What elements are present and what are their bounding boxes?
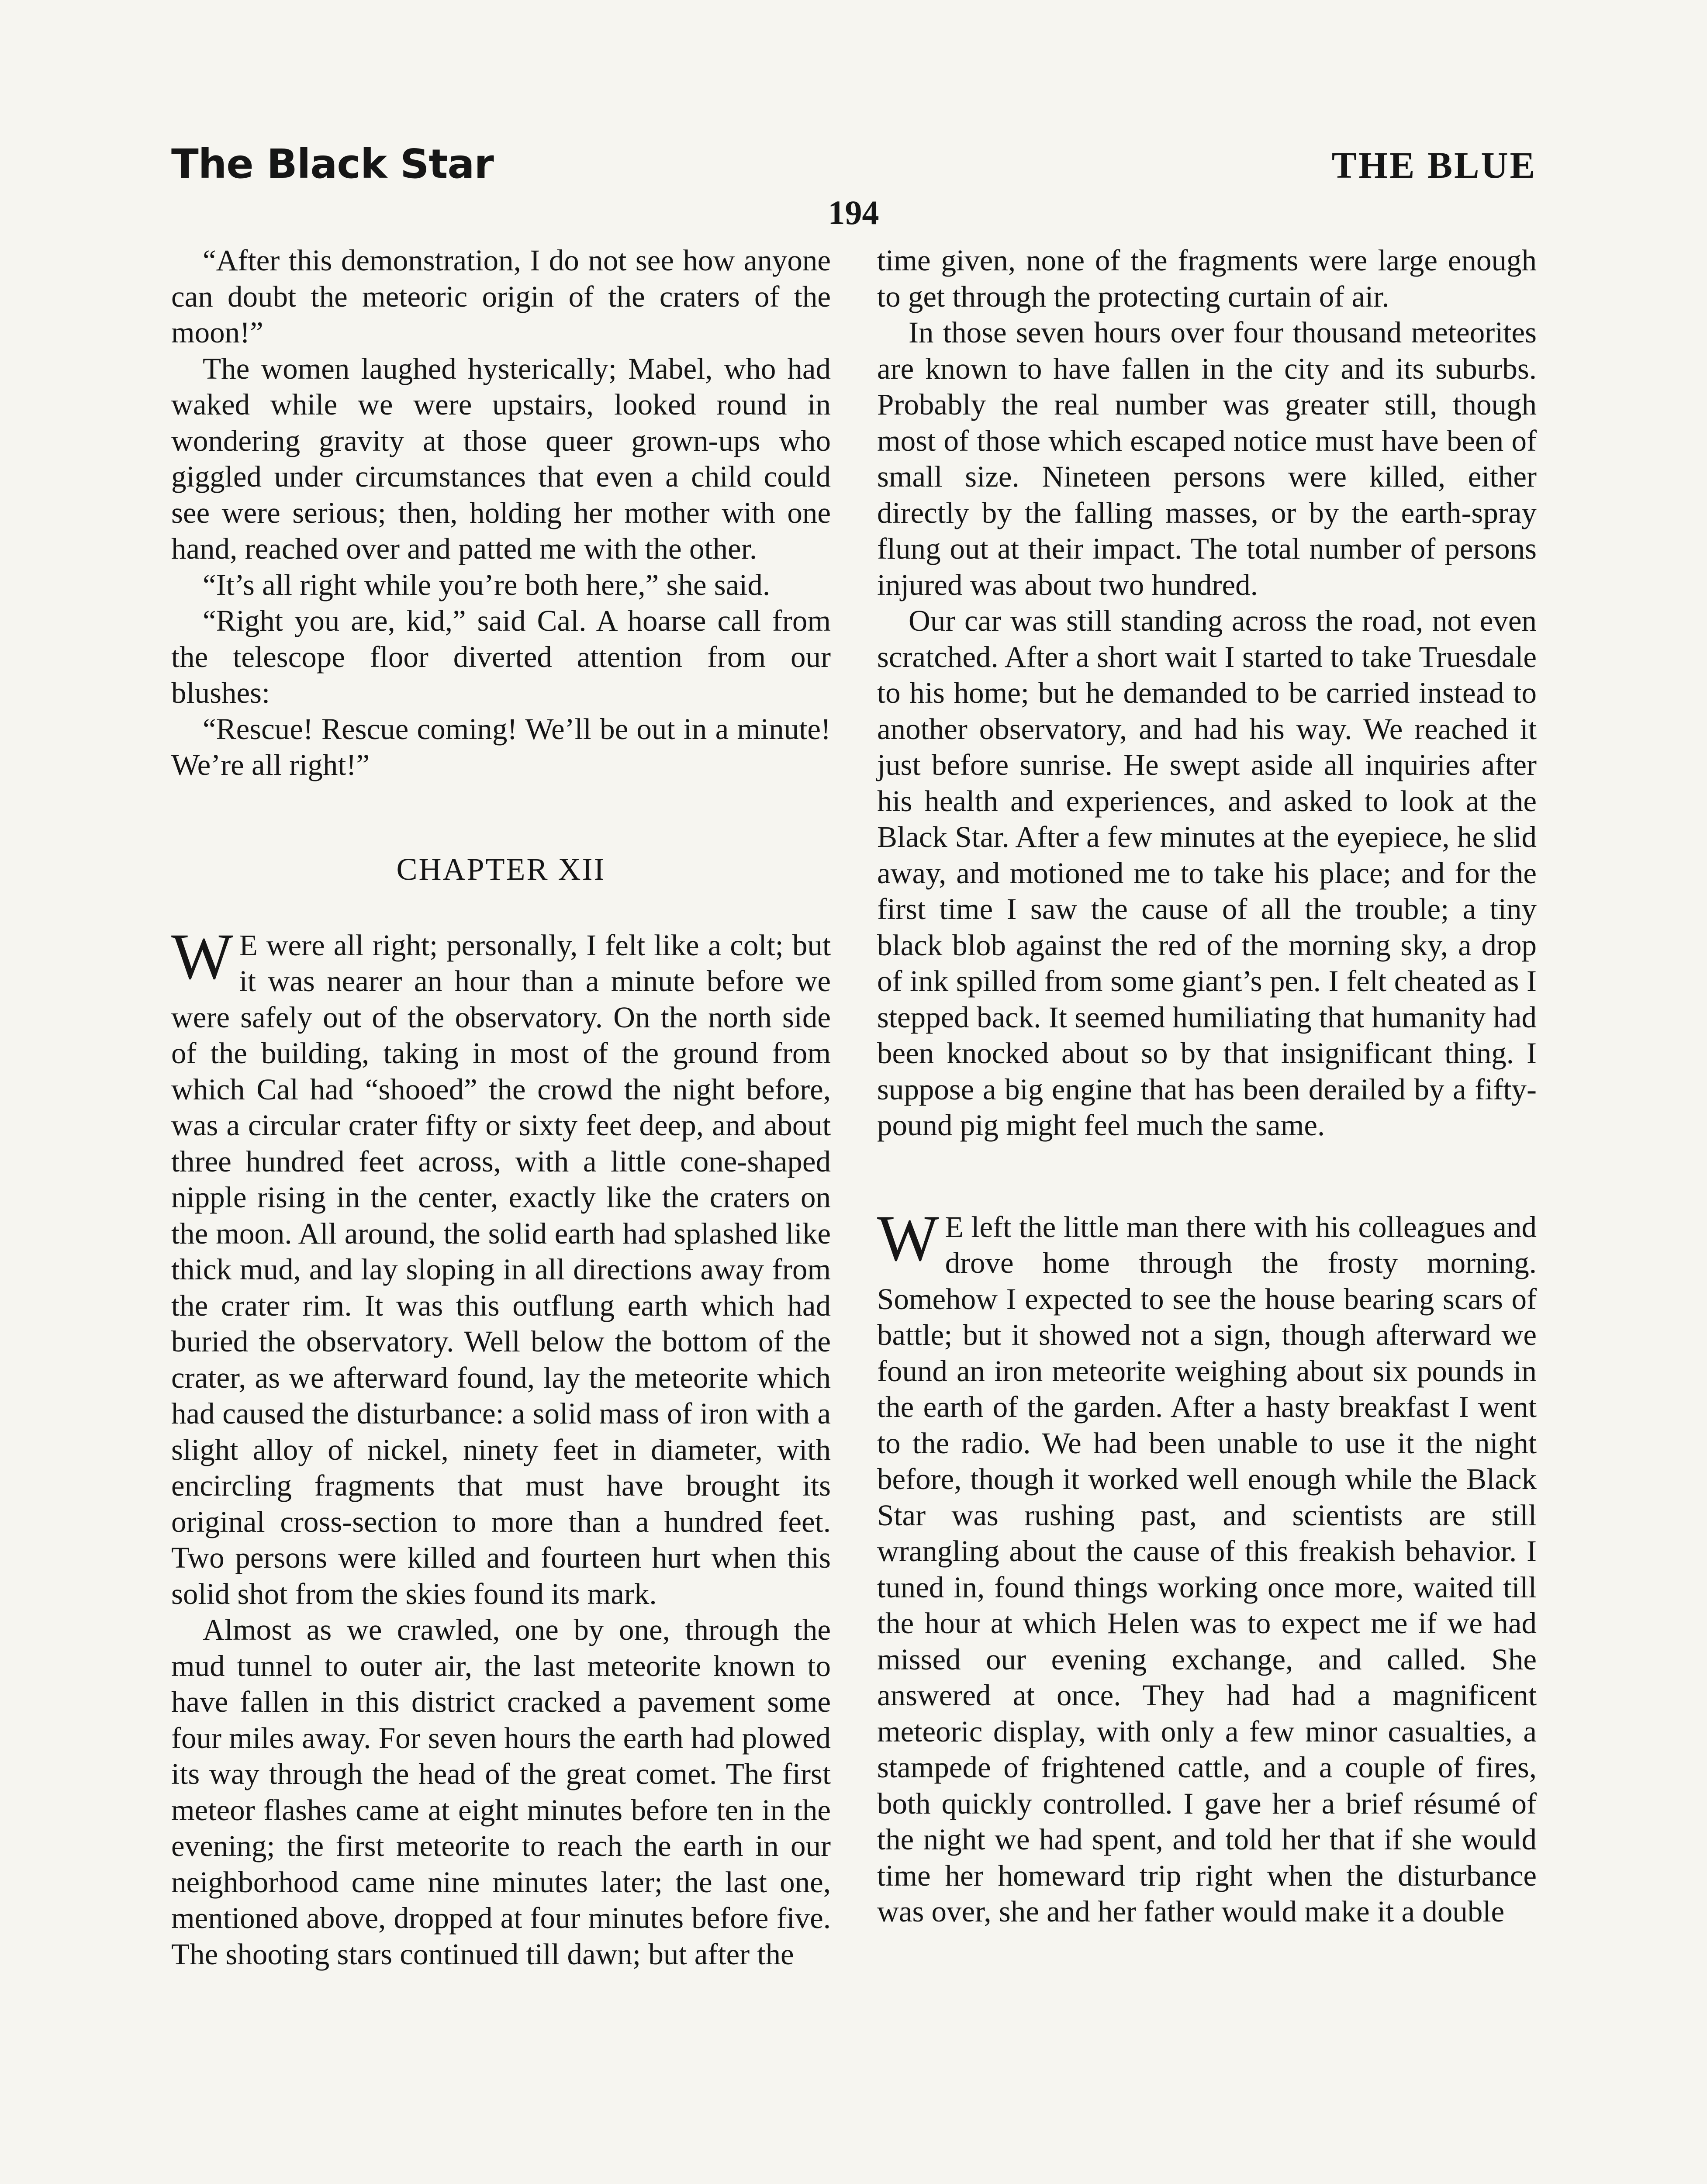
drop-cap: W xyxy=(877,1202,939,1275)
drop-cap: W xyxy=(171,920,233,993)
chapter-heading: CHAPTER XII xyxy=(396,851,606,887)
paragraph: “It’s all right while you’re both here,” she said. xyxy=(203,568,771,601)
chapter-opening-paragraph xyxy=(171,920,831,1612)
paragraph: “After this demonstration, I do not see how anyone can doubt the meteoric origin of the craters of the moon!” xyxy=(171,244,831,349)
paragraph: Almost as we crawled, one by one, through the mud tunnel to outer air, the last meteorite known to have fallen in this district cracked a pavement some four miles away. For seven hours the earth had plowed its way through the head of the great comet. The first meteor flashes came at eight minutes before ten in the evening; the first meteorite to reach the earth in our neighborhood came nine minutes later; the last one, mentioned above, dropped at four minutes before five. The shooting stars continued till dawn; but after the xyxy=(171,1613,831,1971)
running-head-magazine-title: THE BLUE xyxy=(1331,144,1537,186)
paragraph: Our car was still standing across the road, not even scratched. After a short wait I started to take Truesdale to his home; but he demanded to be carried instead to another observatory, and had his way. We reached it just before sunrise. He swept aside all inquiries after his health and experiences, and asked to look at the Black Star. After a few minutes at the eyepiece, he slid away, and motioned me to take his place; and for the first time I saw the cause of all the trouble; a tiny black blob against the red of the morning sky, a drop of ink spilled from some giant’s pen. I felt cheated as I stepped back. It seemed humiliating that humanity had been knocked about so by that insignificant thing. I suppose a big engine that has been derailed by a fifty-pound pig might feel much the same. xyxy=(877,604,1537,1142)
paragraph: The women laughed hysterically; Mabel, who had waked while we were upstairs, looked round in wondering gravity at those queer grown-ups who giggled under circumstances that even a child could see were serious; then, holding her mother with one hand, reached over and patted me with the other. xyxy=(171,352,831,565)
section-break xyxy=(877,1144,1537,1209)
right-text-column xyxy=(877,242,1537,1930)
paragraph: In those seven hours over four thousand meteorites are known to have fallen in the city and its suburbs. Probably the real number was greater still, though most of those which escaped notice must have been of small size. Nineteen persons were killed, either directly by the falling masses, or by the earth-spray flung out at their impact. The total number of persons injured was about two hundred. xyxy=(877,316,1537,601)
paragraph: “Rescue! Rescue coming! We’ll be out in a minute! We’re all right!” xyxy=(171,712,831,781)
left-text-column xyxy=(171,242,831,1972)
running-head-story-title: The Black Star xyxy=(171,141,494,187)
section-opening-paragraph xyxy=(877,1202,1537,1930)
page-number: 194 xyxy=(828,194,879,232)
paragraph-text: E left the little man there with his colleagues and drove home through the frosty morning. Somehow I expected to see the house bearing scars of battle; but it showed not a sign, though afterward we found an iron meteorite weighing about six pounds in the earth of the garden. After a hasty breakfast I went to the radio. We had been unable to use it the night before, though it worked well enough while the Black Star was rushing past, and scientists are still wrangling about the cause of this freakish behavior. I tuned in, found things working once more, waited till the hour at which Helen was to expect me if we had missed our evening exchange, and called. She answered at once. They had had a magnificent meteoric display, with only a few minor casualties, a stampede of frightened cattle, and a couple of fires, both quickly controlled. I gave her a brief résumé of the night we had spent, and told her that if she would time her homeward trip right when the disturbance was over, she and her father would make it a double xyxy=(877,1210,1537,1928)
paragraph-continued: time given, none of the fragments were large enough to get through the protecting curtain of air. xyxy=(877,244,1537,313)
paragraph-text: E were all right; personally, I felt like a colt; but it was nearer an hour than a minute before we were safely out of the observatory. On the north side of the building, taking in most of the ground from which Cal had “shooed” the crowd the night before, was a circular crater fifty or sixty feet deep, and about three hundred feet across, with a little cone-shaped nipple rising in the center, exactly like the craters on the moon. All around, the solid earth had splashed like thick mud, and lay sloping in all directions away from the crater rim. It was this outflung earth which had buried the observatory. Well below the bottom of the crater, as we afterward found, lay the meteorite which had caused the disturbance: a solid mass of iron with a slight alloy of nickel, ninety feet in diameter, with encircling fragments that must have brought its original cross-section to more than a hundred feet. Two persons were killed and fourteen hurt when this solid shot from the skies found its mark. xyxy=(171,928,831,1610)
paragraph: “Right you are, kid,” said Cal. A hoarse call from the telescope floor diverted attention from our blushes: xyxy=(171,604,831,709)
